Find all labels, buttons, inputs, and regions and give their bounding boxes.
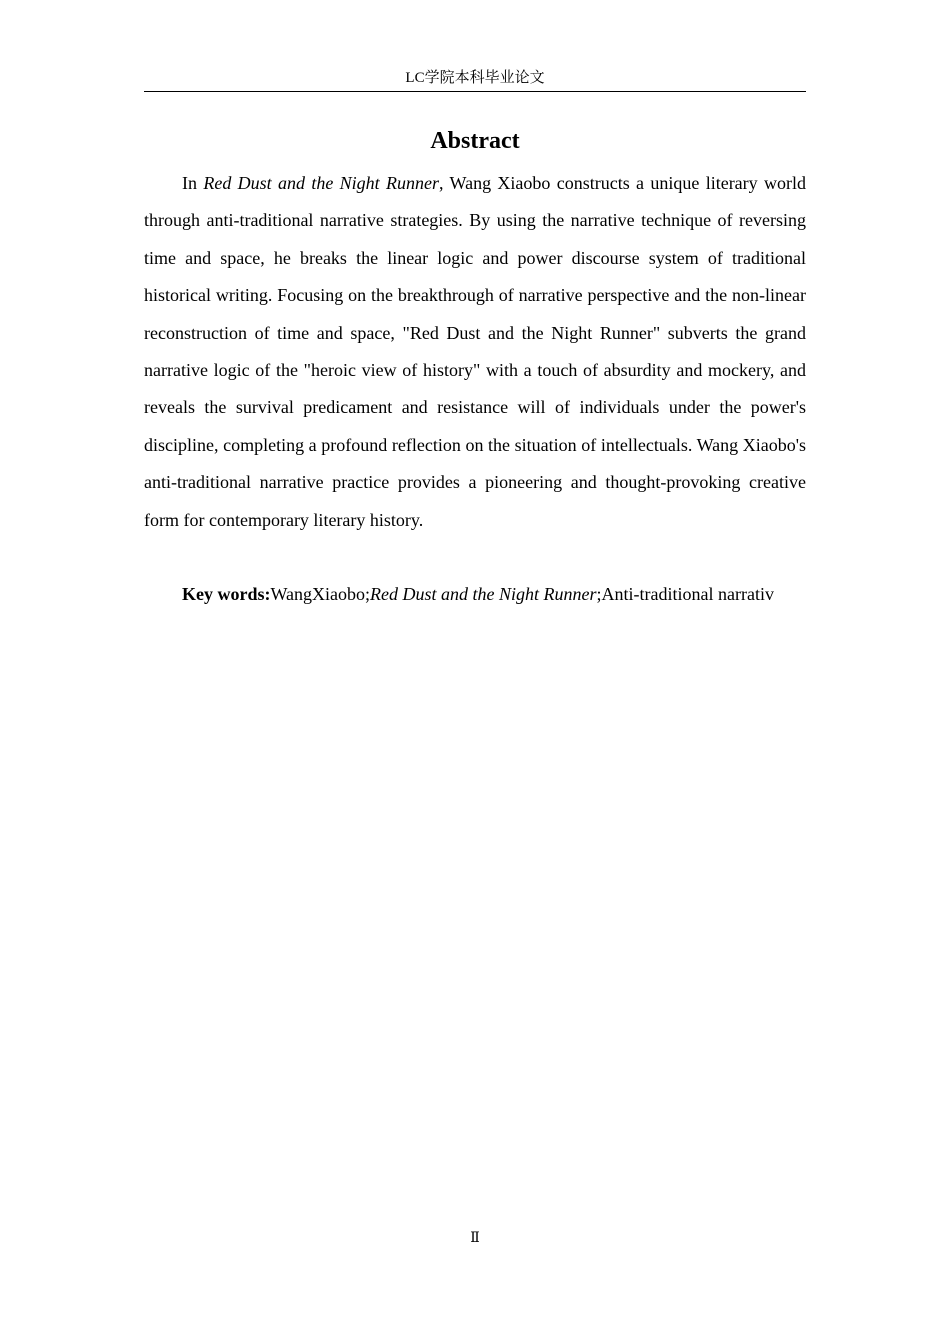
keywords-label: Key words: — [182, 584, 271, 604]
header-text: LC学院本科毕业论文 — [405, 70, 545, 86]
abstract-work-title: Red Dust and the Night Runner — [203, 173, 440, 193]
abstract-paragraph — [144, 165, 806, 539]
abstract-body: , Wang Xiaobo constructs a unique literary world through anti-traditional narrative strategies. By using the narrative technique of reversing time and space, he breaks the linear logic and power discourse system of traditional historical writing. Focusing on the breakthrough of narrative perspective and the non-linear reconstruction of time and space, "Red Dust and the Night Runner" subverts the grand narrative logic of the "heroic view of history" with a touch of absurdity and mockery, and reveals the survival predicament and resistance will of individuals under the power's discipline, completing a profound reflection on the situation of intellectuals. Wang Xiaobo's anti-traditional narrative practice provides a pioneering and thought-provoking creative form for contemporary literary history. — [144, 173, 807, 530]
abstract-intro: In — [182, 173, 204, 193]
header-rule — [144, 91, 806, 92]
page-header — [144, 66, 806, 90]
keywords-paragraph — [144, 576, 806, 613]
abstract-title: Abstract — [430, 128, 520, 154]
keyword-work-title: Red Dust and the Night Runner — [370, 584, 597, 604]
page-number: Ⅱ — [470, 1231, 480, 1246]
keyword-first: WangXiaobo; — [270, 584, 371, 604]
keyword-third: ;Anti-traditional narrativ — [596, 584, 774, 604]
